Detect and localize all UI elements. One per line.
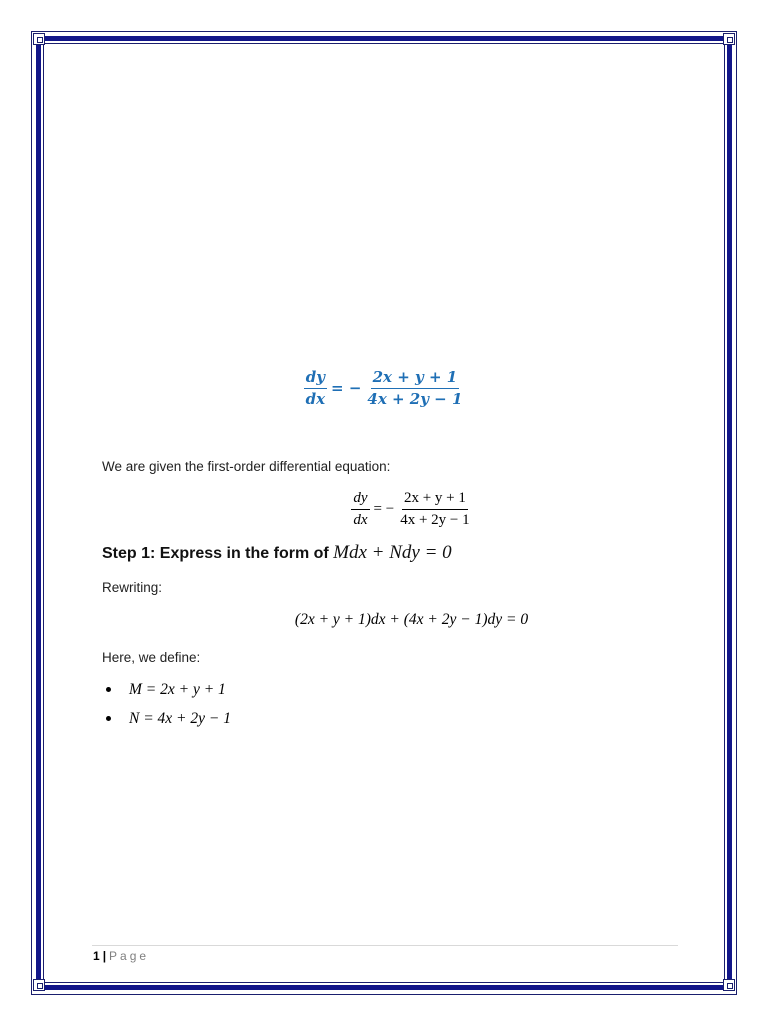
rewritten-equation: (2x + y + 1)dx + (4x + 2y − 1)dy = 0 — [294, 611, 529, 628]
list-item: M = 2x + y + 1 — [102, 675, 231, 704]
list-item: N = 4x + 2y − 1 — [102, 704, 231, 733]
border-corner-ornament — [33, 979, 45, 991]
border-corner-ornament — [723, 979, 735, 991]
title-equation-equals: = − — [331, 379, 362, 397]
title-equation — [0, 368, 768, 407]
display-equation-lhs: $\frac{dy}{dx}$ — [353, 490, 368, 528]
define-label: Here, we define: — [102, 650, 201, 665]
title-equation-rhs: $\frac{2x + y + 1}{4x + 2y - 1}$ — [367, 368, 463, 408]
title-equation-lhs: $\frac{dy}{dx}$ — [305, 368, 326, 408]
page-word: Page — [109, 949, 150, 963]
footer-separator: | — [102, 949, 107, 963]
bullet-icon — [106, 687, 111, 692]
display-equation-rhs: $\frac{2x + y + 1}{4x + 2y - 1}$ — [400, 490, 470, 528]
border-corner-ornament — [33, 33, 45, 45]
rewriting-label: Rewriting: — [102, 580, 163, 595]
step-1-math: Mdx + Ndy = 0 — [333, 542, 452, 563]
display-equation — [0, 490, 768, 528]
definition-list — [102, 675, 231, 733]
bullet-icon — [106, 716, 111, 721]
step-1-heading — [102, 542, 452, 564]
page-number: 1 — [93, 949, 100, 963]
footer-divider — [92, 945, 678, 946]
step-1-label: Step 1: Express in the form of — [102, 545, 334, 562]
border-corner-ornament — [723, 33, 735, 45]
intro-paragraph: We are given the first-order differential equation: — [102, 459, 391, 474]
page-footer — [93, 949, 149, 963]
display-equation-equals: = − — [373, 500, 395, 517]
